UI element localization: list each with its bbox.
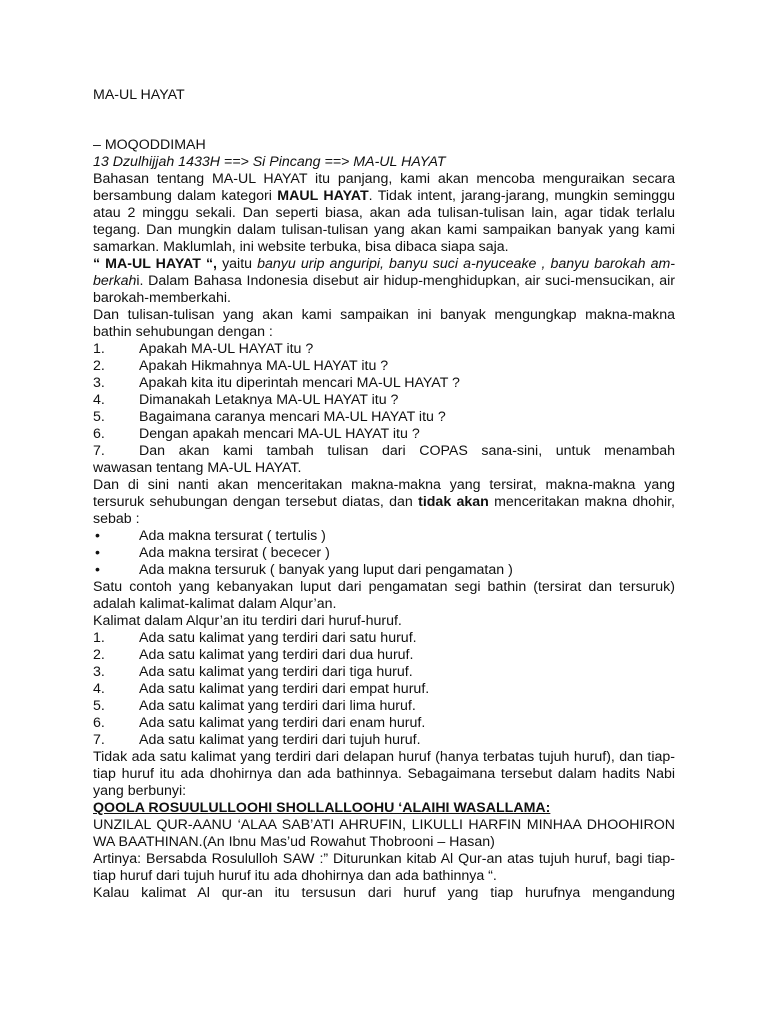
list-item	[93, 375, 675, 392]
list-text: Dengan apakah mencari MA-UL HAYAT itu ?	[139, 426, 420, 442]
list-text: Ada satu kalimat yang terdiri dari tujuh huruf.	[139, 732, 421, 748]
list-number: 3.	[93, 664, 105, 680]
list-item	[93, 528, 675, 545]
list-text: Ada makna tersuruk ( banyak yang luput dari pengamatan )	[139, 562, 513, 578]
list-item	[93, 409, 675, 426]
intro-text-after: . Tidak intent, jarang-jarang, mungkin seminggu atau 2 minggu sekali. Dan seperti biasa, akan ada tulisan-tulisan lain, agar tidak terlalu tegang. Dan mungkin dalam tulisan-tulisan yang akan kami sampaikan banyak yang kami samarkan. Maklumlah, ini website terbuka, bisa dibaca siapa saja.	[93, 188, 675, 255]
list-item	[93, 358, 675, 375]
list-item	[93, 630, 675, 647]
list-number: 2.	[93, 358, 105, 374]
makna-paragraph	[93, 477, 675, 528]
questions-intro-paragraph: Dan tulisan-tulisan yang akan kami sampaikan ini banyak mengungkap makna-makna bathin sehubungan dengan :	[93, 307, 675, 340]
list-number: 6.	[93, 426, 105, 442]
document-body	[93, 137, 675, 902]
list-item	[93, 664, 675, 681]
list-item	[93, 698, 675, 715]
hadith-heading: QOOLA ROSUULULLOOHI SHOLLALLOOHU ‘ALAIHI WASALLAMA:	[93, 800, 551, 816]
list-number: 1.	[93, 341, 105, 357]
kalimat-intro-paragraph: Kalimat dalam Alqur’an itu terdiri dari huruf-huruf.	[93, 613, 402, 629]
list-number: 1.	[93, 630, 105, 646]
list-item	[93, 392, 675, 409]
contoh-paragraph: Satu contoh yang kebanyakan luput dari pengamatan segi bathin (tersirat dan tersuruk) adalah kalimat-kalimat dalam Alqur’an.	[93, 579, 675, 612]
definition-yaitu: yaitu	[217, 256, 258, 272]
list-item	[93, 341, 675, 358]
intro-text-before: Bahasan tentang MA-UL HAYAT itu panjang, kami akan mencoba menguraikan secara bersambung dalam kategori	[93, 171, 675, 204]
list-item	[93, 647, 675, 664]
list-item	[93, 443, 675, 460]
list-number: 5.	[93, 698, 105, 714]
list-number: 4.	[93, 392, 105, 408]
list-text: Bagaimana caranya mencari MA-UL HAYAT itu ?	[139, 409, 446, 425]
list-text: Ada satu kalimat yang terdiri dari satu huruf.	[139, 630, 417, 646]
subtitle-line: 13 Dzulhijjah 1433H ==> Si Pincang ==> MA-UL HAYAT	[93, 154, 446, 170]
list-number: 7.	[93, 443, 105, 459]
hadith-text: UNZILAL QUR-AANU ‘ALAA SAB’ATI AHRUFIN, LIKULLI HARFIN MINHAA DHOOHIRON WA BAATHINAN.(An Ibnu Mas’ud Rowahut Thobrooni – Hasan)	[93, 817, 675, 850]
makna-text-before: Dan di sini nanti akan menceritakan makna-makna yang tersirat, makna-makna yang tersuruk sehubungan dengan tersebut diatas, dan	[93, 477, 675, 510]
list-text: Ada makna tersirat ( bececer )	[139, 545, 330, 561]
makna-bullet-list	[93, 528, 675, 579]
list-number: 7.	[93, 732, 105, 748]
list-number: 3.	[93, 375, 105, 391]
list-number: 4.	[93, 681, 105, 697]
list-text: Ada satu kalimat yang terdiri dari tiga huruf.	[139, 664, 413, 680]
list-text: Apakah Hikmahnya MA-UL HAYAT itu ?	[139, 358, 389, 374]
makna-text-after: menceritakan makna dhohir, sebab :	[93, 494, 675, 527]
list-text: Ada satu kalimat yang terdiri dari lima huruf.	[139, 698, 416, 714]
makna-bold-phrase: tidak akan	[418, 494, 489, 510]
list-text: Dan akan kami tambah tulisan dari COPAS sana-sini, untuk menambah	[139, 443, 675, 459]
delapan-paragraph: Tidak ada satu kalimat yang terdiri dari delapan huruf (hanya terbatas tujuh huruf), dan tiap-tiap huruf itu ada dhohirnya dan ada bathinnya. Sebagaimana tersebut dalam hadits Nabi yang berbunyi:	[93, 749, 675, 799]
definition-javanese: banyu urip anguripi, banyu suci a-nyuceake , banyu barokah am-berkah	[93, 256, 675, 289]
question-7-continuation: wawasan tentang MA-UL HAYAT.	[93, 460, 302, 476]
list-item	[93, 715, 675, 732]
list-text: Apakah MA-UL HAYAT itu ?	[139, 341, 314, 357]
list-number: 2.	[93, 647, 105, 663]
artinya-paragraph: Artinya: Bersabda Rosululloh SAW :” Diturunkan kitab Al Qur-an atas tujuh huruf, bagi tiap-tiap huruf dari tujuh huruf itu ada dhohirnya dan ada bathinnya “.	[93, 851, 675, 884]
list-item	[93, 732, 675, 749]
list-number: 5.	[93, 409, 105, 425]
last-line: Kalau kalimat Al qur-an itu tersusun dari huruf yang tiap hurufnya mengandung	[93, 885, 675, 901]
definition-paragraph	[93, 256, 675, 307]
definition-rest: i. Dalam Bahasa Indonesia disebut air hidup-menghidupkan, air suci-mensucikan, air barokah-memberkahi.	[93, 273, 675, 306]
kalimat-list	[93, 630, 675, 749]
list-item	[93, 681, 675, 698]
list-text: Ada satu kalimat yang terdiri dari enam huruf.	[139, 715, 426, 731]
list-text: Ada satu kalimat yang terdiri dari empat huruf.	[139, 681, 430, 697]
list-item	[93, 562, 675, 579]
list-item	[93, 545, 675, 562]
bullet-icon: •	[95, 562, 100, 578]
list-number: 6.	[93, 715, 105, 731]
list-text: Apakah kita itu diperintah mencari MA-UL HAYAT ?	[139, 375, 460, 391]
questions-list	[93, 341, 675, 460]
list-text: Ada makna tersurat ( tertulis )	[139, 528, 326, 544]
list-text: Ada satu kalimat yang terdiri dari dua huruf.	[139, 647, 414, 663]
document-title: MA-UL HAYAT	[93, 87, 185, 103]
section-heading: – MOQODDIMAH	[93, 137, 206, 153]
intro-paragraph	[93, 171, 675, 256]
bullet-icon: •	[95, 545, 100, 561]
intro-category-bold: MAUL HAYAT	[277, 188, 369, 204]
list-text: Dimanakah Letaknya MA-UL HAYAT itu ?	[139, 392, 399, 408]
definition-term: “ MA-UL HAYAT “,	[93, 256, 217, 272]
bullet-icon: •	[95, 528, 100, 544]
list-item	[93, 426, 675, 443]
